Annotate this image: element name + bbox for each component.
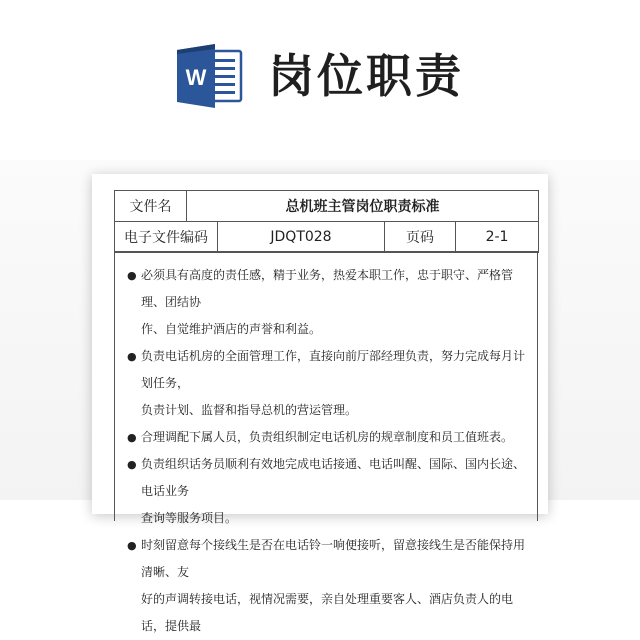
page-number-value: 2-1 — [456, 222, 539, 253]
table-row — [115, 222, 539, 253]
list-item-line: 查询等服务项目。 — [141, 511, 238, 525]
table-row — [115, 191, 539, 222]
list-item — [125, 343, 527, 424]
doc-code-value: JDQT028 — [218, 222, 385, 253]
bullet-icon: ● — [127, 431, 137, 444]
list-item-line: 好的声调转接电话，视情况需要，亲自处理重要客人、酒店负责人的电话，提供最 — [141, 592, 514, 633]
responsibilities-list — [114, 251, 538, 633]
document-info-table — [114, 190, 539, 253]
list-item — [125, 451, 527, 532]
bullet-icon: ● — [127, 458, 137, 471]
list-item-line: 负责计划、监督和指导总机的营运管理。 — [141, 403, 358, 417]
bullet-icon: ● — [127, 350, 137, 363]
svg-text:W: W — [185, 65, 207, 90]
list-item — [125, 532, 527, 640]
header — [0, 0, 640, 160]
word-icon — [175, 41, 245, 111]
bullet-icon: ● — [127, 269, 137, 282]
list-item-line: 时刻留意每个接线生是否在电话铃一响便接听，留意接线生是否能保持用清晰、友 — [141, 538, 526, 579]
page-label: 页码 — [385, 222, 456, 253]
page-title: 岗位职责 — [268, 49, 464, 103]
doc-code-label: 电子文件编码 — [115, 222, 218, 253]
list-item-line: 合理调配下属人员，负责组织制定电话机房的规章制度和员工值班表。 — [141, 430, 514, 444]
document-title: 总机班主管岗位职责标准 — [187, 191, 539, 222]
list-item — [125, 262, 527, 343]
file-name-label: 文件名 — [115, 191, 187, 222]
list-item-line: 负责组织话务员顺利有效地完成电话接通、电话叫醒、国际、国内长途、电话业务 — [141, 457, 526, 498]
bullet-icon: ● — [127, 539, 137, 552]
list-item-line: 负责电话机房的全面管理工作，直接向前厅部经理负责，努力完成每月计划任务， — [141, 349, 526, 390]
list-item-line: 作、自觉维护酒店的声誉和利益。 — [141, 322, 322, 336]
list-item — [125, 424, 527, 451]
document-sheet — [92, 174, 548, 633]
list-item-line: 必须具有高度的责任感，精于业务，热爱本职工作，忠于职守、严格管理、团结协 — [141, 268, 514, 309]
